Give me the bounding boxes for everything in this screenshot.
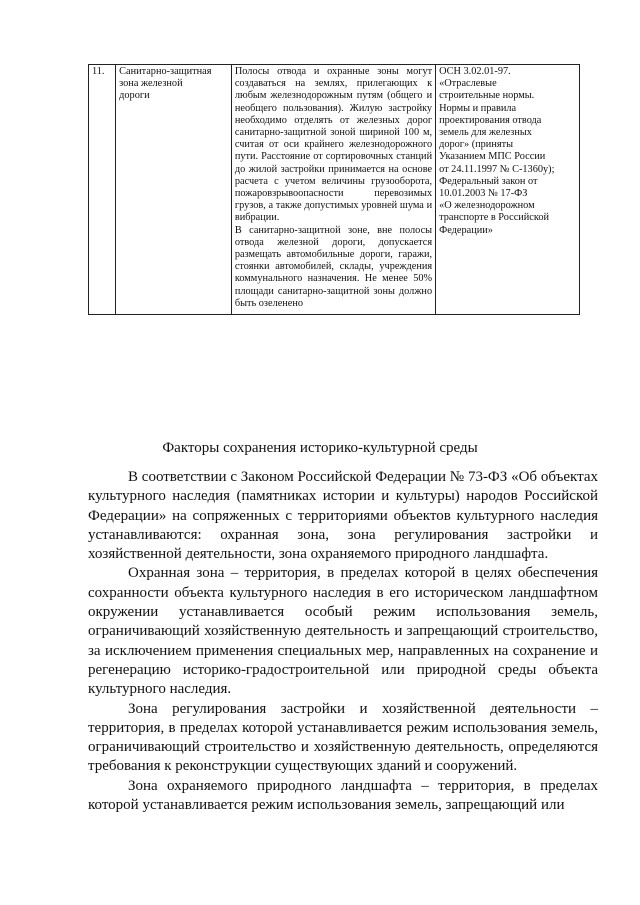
zone-name-text: Санитарно-защитная зона железной дороги [119,66,212,102]
requirements-cell [231,65,435,315]
source-cell [436,65,580,315]
paragraph: В соответствии с Законом Российской Федерации № 73-ФЗ «Об объектах культурного наследия (памятниках истории и культуры) народов Российской Федерации» на сопряженных с территориями объектов культурного наследия устанавливаются: охранная зона, зона регулирования застройки и хозяйственной деятельности, зона охраняемого природного ландшафта. [88,469,598,563]
section-title: Факторы сохранения историко-культурной среды [162,440,478,456]
source-text: ОСН 3.02.01-97. «Отраслевые строительные нормы. Нормы и правила проектирования отвода земель для железных дорог» (приняты Указанием МПС России от 24.11.1997 № С-1360у); Федеральный закон от 10.01.2003 № 17-ФЗ «О железнодорожном транспорте в Российской Федерации» [439,66,555,236]
table-row [89,65,580,315]
paragraph: Зона охраняемого природного ландшафта – территория, в пределах которой устанавливается режим использования земель, запрещающий или [88,777,598,814]
body-text [88,468,598,815]
paragraph: Охранная зона – территория, в пределах которой в целях обеспечения сохранности объекта культурного наследия в его историческом ландшафтном окружении устанавливается особый режим использования земель, ограничивающий хозяйственную деятельность и запрещающий строительство, за исключением применения специальных мер, направленных на сохранение и регенерацию историко-градостроительной или природной среды объекта культурного наследия. [88,565,598,698]
paragraph: Зона регулирования застройки и хозяйственной деятельности – территория, в пределах которой устанавливается режим использования земель, ограничивающий строительство и хозяйственную деятельность, определяются требования к реконструкции существующих зданий и сооружений. [88,700,598,775]
requirements-text-1: Полосы отвода и охранные зоны могут создаваться на землях, прилегающих к любым железнодорожным путям (общего и необщего пользования). Жилую застройку необходимо отделять от железных дорог санитарно-защитной зоной шириной 100 м, считая от оси крайнего железнодорожного пути. Расстояние от сортировочных станций до жилой застройки принимается на основе расчета с учетом величины грузооборота, пожаровзрывоопасности перевозимых грузов, а также допустимых уровней шума и вибрации. [234,66,433,224]
zone-name-cell [116,65,232,315]
row-number-cell: 11. [89,65,116,315]
requirements-text-2: В санитарно-защитной зоне, вне полосы отвода железной дороги, допускается размещать автомобильные дороги, гаражи, стоянки автомобилей, склады, учреждения коммунального назначения. Не менее 50% площади санитарно-защитной зоны должно быть озеленено [234,224,433,309]
norms-table [88,64,580,315]
